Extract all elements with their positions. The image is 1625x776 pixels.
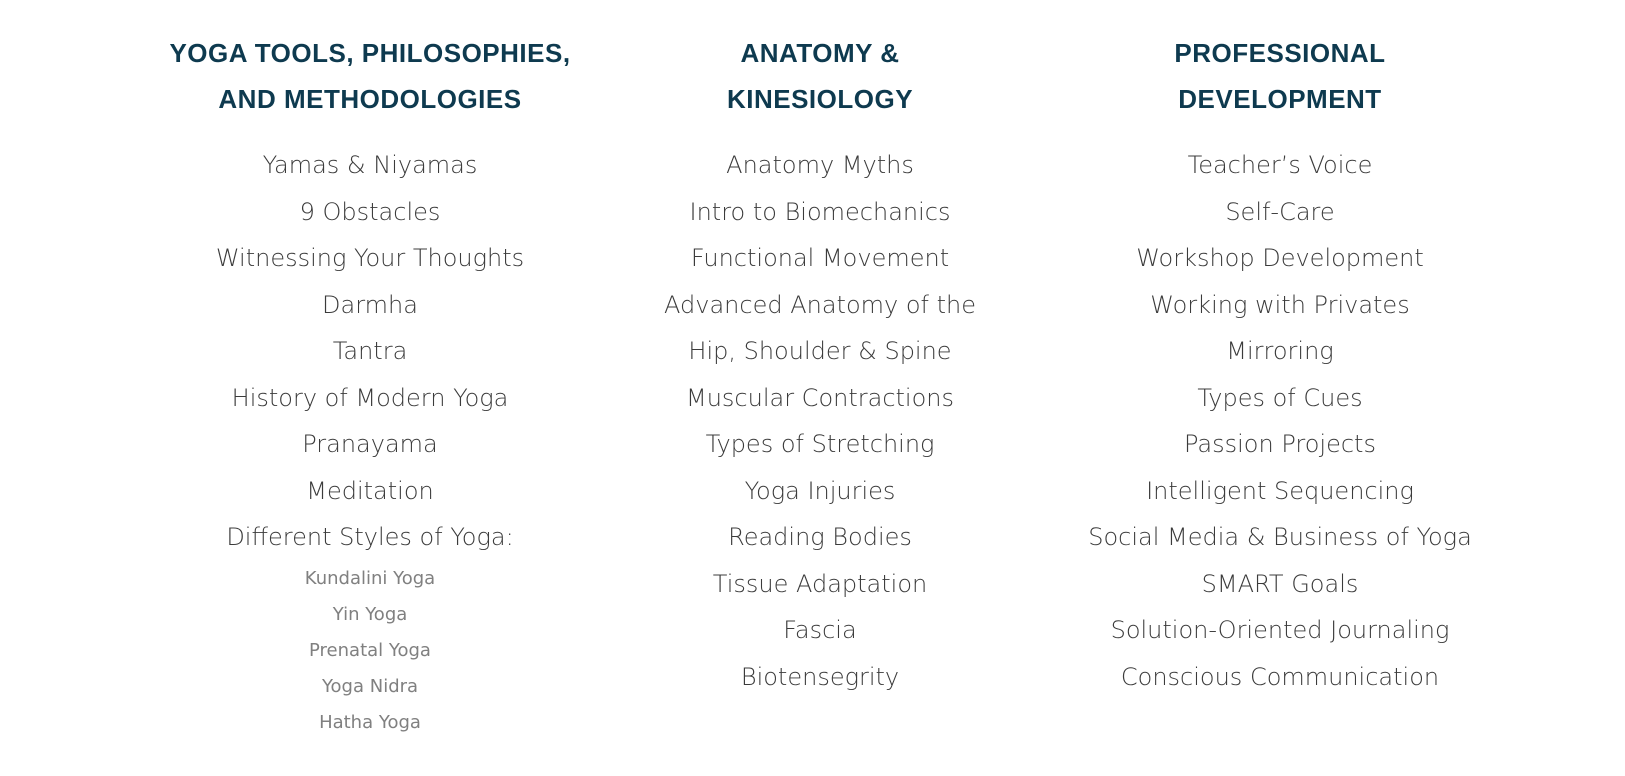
topic-item: Yoga Injuries [744, 476, 896, 505]
yoga-styles-list [160, 561, 580, 741]
column-heading [610, 30, 1030, 142]
column-heading-line: PROFESSIONAL [1174, 38, 1386, 68]
topic-item: Meditation [306, 476, 434, 505]
topic-item: Biotensegrity [740, 662, 900, 691]
yoga-style-item: Hatha Yoga [319, 711, 421, 733]
topic-item: Solution-Oriented Journaling [1110, 616, 1450, 644]
column-heading-line: AND METHODOLOGIES [218, 84, 522, 114]
topic-item: Pranayama [302, 430, 438, 458]
topic-item: Anatomy Myths [726, 151, 914, 179]
yoga-style-item: Prenatal Yoga [309, 639, 431, 661]
topic-item: Yamas & Niyamas [262, 151, 478, 179]
topic-item: History of Modern Yoga [231, 383, 509, 412]
topic-item: Functional Movement [690, 244, 950, 272]
topic-item: Darmha [322, 290, 418, 319]
topic-item: Working with Privates [1150, 290, 1410, 319]
column-anatomy [610, 30, 1030, 700]
column-heading-line: KINESIOLOGY [726, 84, 914, 114]
topic-item: Intro to Biomechanics [689, 197, 951, 226]
column-heading [160, 30, 580, 142]
topic-item: Reading Bodies [728, 523, 912, 551]
topic-item: 9 Obstacles [299, 197, 441, 226]
topic-list [610, 142, 1030, 700]
topic-item: Conscious Communication [1120, 662, 1440, 691]
topic-item: Witnessing Your Thoughts [215, 244, 525, 272]
topic-item: Fascia [783, 616, 857, 644]
topic-item: Teacher’s Voice [1187, 151, 1373, 179]
topic-item: Advanced Anatomy of the [664, 290, 976, 319]
topic-item: Social Media & Business of Yoga [1088, 523, 1472, 551]
topic-item: Hip, Shoulder & Spine [688, 337, 952, 365]
topic-item: Workshop Development [1136, 244, 1424, 272]
topic-item: Different Styles of Yoga: [226, 523, 514, 551]
yoga-style-item: Yoga Nidra [321, 675, 419, 697]
column-heading-line: ANATOMY & [740, 38, 900, 68]
column-yoga-tools [160, 30, 580, 741]
yoga-style-item: Yin Yoga [332, 603, 408, 625]
topic-item: Types of Cues [1197, 383, 1363, 412]
topic-list [1040, 142, 1520, 700]
column-heading [1040, 30, 1520, 142]
topic-item: Tantra [332, 337, 408, 365]
column-heading-line: DEVELOPMENT [1178, 84, 1382, 114]
topic-item: Types of Stretching [705, 430, 935, 458]
topic-item: Tissue Adaptation [712, 569, 928, 598]
topic-item: Intelligent Sequencing [1146, 476, 1414, 505]
topic-item: Muscular Contractions [685, 383, 954, 412]
topic-item: Passion Projects [1184, 430, 1376, 458]
topic-item: Self-Care [1225, 197, 1335, 226]
column-professional-development [1040, 30, 1520, 700]
topic-item: Mirroring [1226, 337, 1334, 365]
column-heading-line: YOGA TOOLS, PHILOSOPHIES, [169, 38, 571, 68]
yoga-style-item: Kundalini Yoga [304, 567, 436, 589]
topic-item: SMART Goals [1201, 569, 1359, 598]
topic-list [160, 142, 580, 561]
